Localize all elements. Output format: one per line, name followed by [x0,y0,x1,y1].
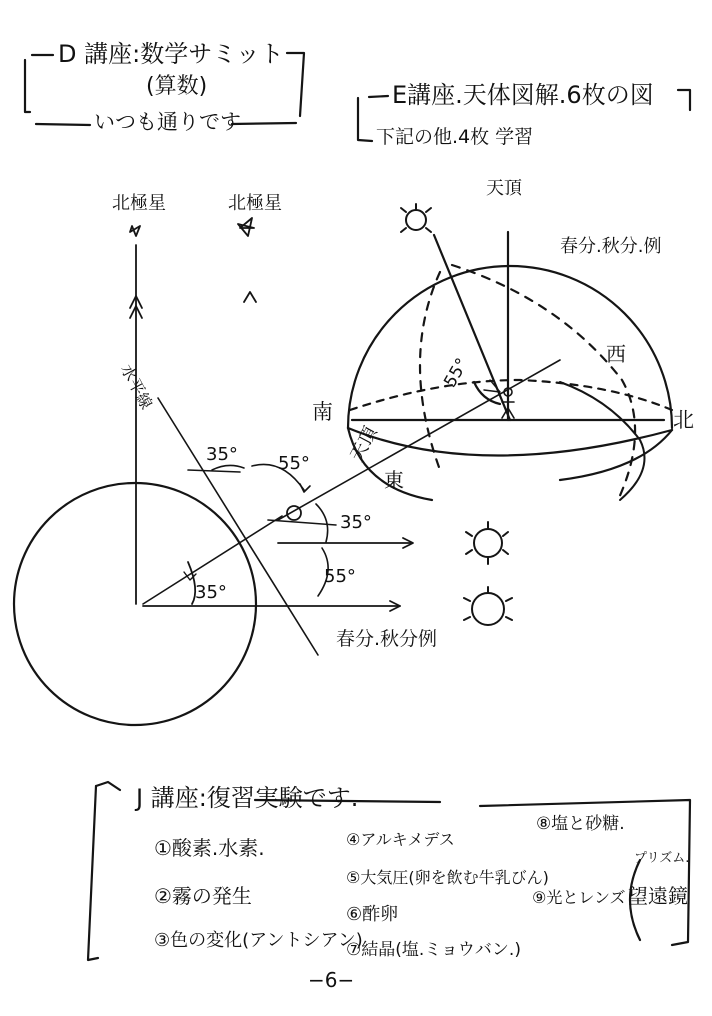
e-course-title: E講座.天体図解.6枚の図 [392,81,654,109]
earth-circle [14,483,256,725]
j-side-prism: プリズム. [634,851,690,866]
polaris-lines [130,218,256,604]
page-number: −6− [308,968,355,992]
zenith-mid-label: 天頂 [346,423,382,465]
horizon-line [158,398,336,655]
angle-label-35-earth: 35° [195,582,227,603]
j-item-1: ①酸素.水素. [154,836,265,860]
j-item-5: ⑤大気圧(卵を飲む牛乳びん) [346,868,549,887]
sun-rays [143,538,413,611]
d-course-subtitle: (算数) [146,74,208,99]
angle-label-35-top: 35° [206,444,238,465]
j-item-4: ④アルキメデス [346,830,455,849]
j-course-title: J 講座:復習実験です. [136,784,359,812]
horizon-label: 水平線 [116,361,157,413]
d-course-title: D 講座:数学サミット [58,40,284,68]
west-label: 西 [606,342,626,366]
j-item-9: ⑨光とレンズ [532,888,626,907]
e-course-note: 下記の他.4枚 学習 [376,126,534,148]
j-item-3: ③色の変化(アントシアン) [154,930,363,951]
celestial-sphere [348,232,672,500]
north-label: 北 [673,408,694,432]
polaris-right-label: 北極星 [228,193,282,214]
equinox-top-label: 春分.秋分.例 [560,236,662,257]
zenith-top-label: 天頂 [486,178,522,199]
angle-arcs [212,464,328,596]
south-label: 南 [312,400,333,424]
angle-label-35-side: 35° [340,512,372,533]
angle-label-55-top: 55° [278,453,310,474]
j-side-telescope: 望遠鏡 [628,884,688,908]
j-item-7: ⑦結晶(塩.ミョウバン.) [346,940,521,960]
angle-label-55-side: 55° [324,566,356,587]
polaris-left-label: 北極星 [112,193,166,214]
j-item-2: ②霧の発生 [154,884,252,908]
j-item-6: ⑥酢卵 [346,904,399,925]
d-course-note: いつも通りです [94,110,241,134]
j-item-8: ⑧塩と砂糖. [536,814,625,834]
angle-label-55-sphere: 55° [440,354,473,391]
equinox-bottom-label: 春分.秋分例 [336,628,438,650]
east-label: 東 [384,468,404,492]
